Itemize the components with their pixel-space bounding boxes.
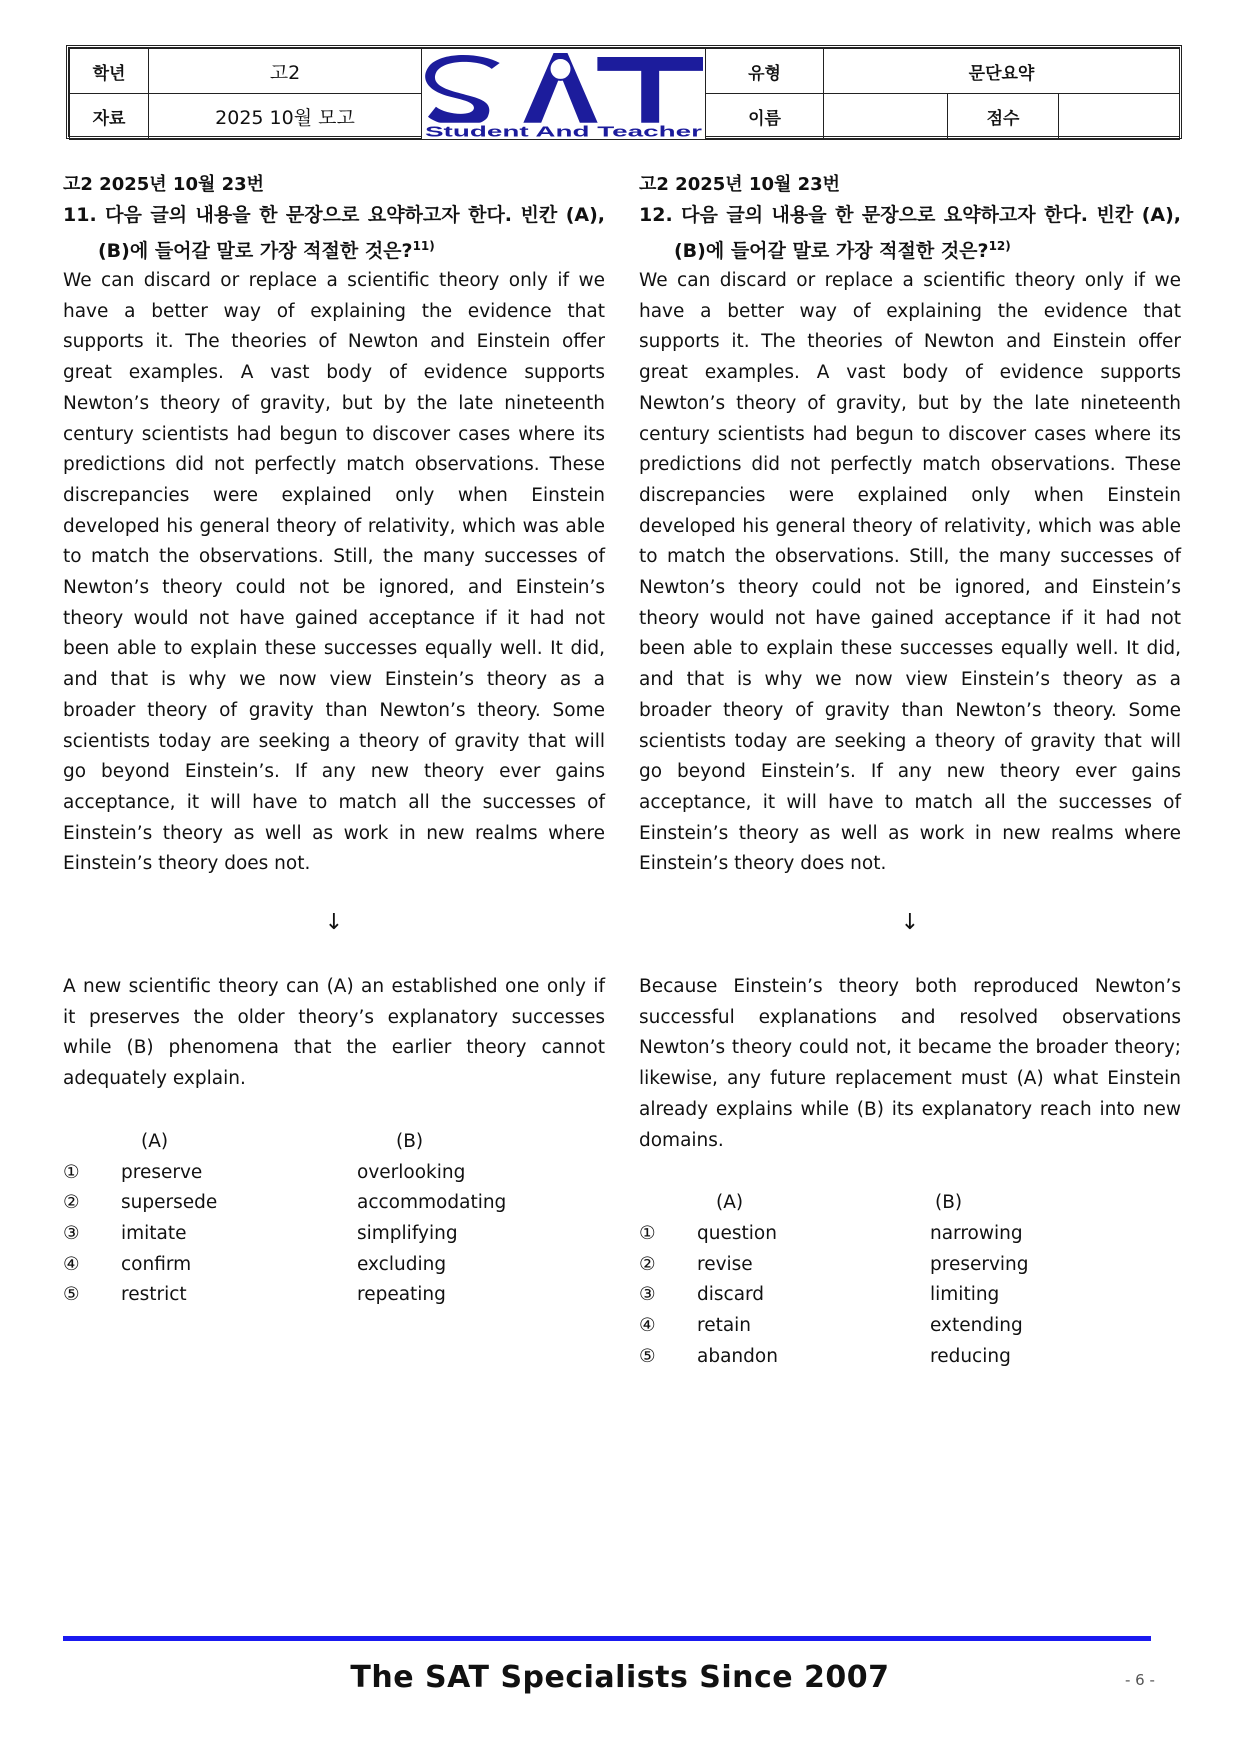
choice-number: ⑤ — [639, 1345, 656, 1367]
type-label: 유형 — [706, 49, 824, 94]
choice-number: ⑤ — [63, 1284, 80, 1306]
choice-a: imitate — [121, 1222, 187, 1244]
choice-b: overlooking — [357, 1161, 466, 1183]
choice-a: supersede — [121, 1192, 218, 1214]
question-source: 고2 2025년 10월 23번 — [639, 174, 841, 195]
footer-slogan: The SAT Specialists Since 2007 — [350, 1660, 890, 1695]
choice-b: reducing — [930, 1345, 1011, 1367]
score-field[interactable] — [1059, 94, 1180, 139]
choice-a: retain — [697, 1315, 752, 1337]
grade-label: 학년 — [70, 49, 149, 94]
column-b-header: (B) — [935, 1192, 963, 1214]
material-label: 자료 — [70, 94, 149, 139]
choice-4[interactable] — [63, 1250, 605, 1281]
choice-a: restrict — [121, 1284, 187, 1306]
choice-a: question — [697, 1222, 777, 1244]
choice-3[interactable] — [639, 1280, 1181, 1311]
question-prompt — [639, 200, 1181, 266]
page-number: - 6 - — [1125, 1671, 1155, 1689]
down-arrow-icon: ↓ — [900, 910, 920, 936]
choice-5[interactable] — [639, 1342, 1181, 1373]
choice-2[interactable] — [63, 1188, 605, 1219]
choice-4[interactable] — [639, 1311, 1181, 1342]
passage: We can discard or replace a scientific theory only if we have a better way of explaining the evidence that supports it. The theories of Newton and Einstein offer great examples. A vast body of evidence supports Newton’s theory of gravity, but by the late nineteenth century scientists had begun to discover cases where its predictions did not perfectly match observations. These discrepancies were explained only when Einstein developed his general theory of relativity, which was able to match the observations. Still, the many successes of Newton’s theory could not be ignored, and Einstein’s theory would not have gained acceptance if it had not been able to explain these successes equally well. It did, and that is why we now view Einstein’s theory as a broader theory of gravity than Newton’s theory. Some scientists today are seeking a theory of gravity that will go beyond Einstein’s. If any new theory ever gains acceptance, it will have to match all the successes of Einstein’s theory as well as work in new realms where Einstein’s theory does not. — [63, 270, 605, 875]
column-a-header: (A) — [141, 1130, 169, 1152]
choice-a: preserve — [121, 1161, 203, 1183]
choice-number: ④ — [639, 1315, 656, 1337]
choice-3[interactable] — [63, 1219, 605, 1250]
question-text: 11. 다음 글의 내용을 한 문장으로 요약하고자 한다. 빈칸 (A), (B)에 들어갈 말로 가장 적절한 것은? — [63, 204, 605, 262]
choice-a: confirm — [121, 1253, 192, 1275]
material-value: 2025 10월 모고 — [149, 94, 422, 139]
footnote-marker: 11) — [412, 238, 435, 253]
footnote-marker: 12) — [988, 238, 1011, 253]
choice-a: revise — [697, 1253, 753, 1275]
type-value: 문단요약 — [824, 49, 1180, 94]
choice-b: preserving — [930, 1253, 1029, 1275]
answer-choices — [639, 1188, 1181, 1372]
choice-number: ③ — [639, 1284, 656, 1306]
choice-b: excluding — [357, 1253, 447, 1275]
choice-number: ① — [639, 1222, 656, 1244]
choice-1[interactable] — [639, 1219, 1181, 1250]
question-11 — [63, 170, 605, 1311]
choice-b: narrowing — [930, 1222, 1023, 1244]
column-a-header: (A) — [716, 1192, 744, 1214]
choice-b: repeating — [357, 1284, 446, 1306]
question-source: 고2 2025년 10월 23번 — [63, 174, 265, 195]
logo-tagline: Student And Teacher — [424, 123, 703, 139]
choice-header — [63, 1127, 605, 1158]
grade-value: 고2 — [149, 49, 422, 94]
choice-2[interactable] — [639, 1250, 1181, 1281]
sat-logo-icon — [422, 49, 705, 139]
question-text: 12. 다음 글의 내용을 한 문장으로 요약하고자 한다. 빈칸 (A), (B)에 들어갈 말로 가장 적절한 것은? — [639, 204, 1181, 262]
down-arrow-icon: ↓ — [324, 910, 344, 936]
column-b-header: (B) — [396, 1130, 424, 1152]
choice-number: ④ — [63, 1253, 80, 1275]
question-prompt — [63, 200, 605, 266]
choice-number: ① — [63, 1161, 80, 1183]
summary-sentence: A new scientific theory can (A) an established one only if it preserves the older theory’s explanatory successes while (B) phenomena that the earlier theory cannot adequately explain. — [63, 976, 605, 1090]
choice-1[interactable] — [63, 1158, 605, 1189]
name-field[interactable] — [824, 94, 948, 139]
choice-header — [639, 1188, 1181, 1219]
answer-choices — [63, 1127, 605, 1311]
choice-b: limiting — [930, 1284, 1000, 1306]
passage: We can discard or replace a scientific theory only if we have a better way of explaining the evidence that supports it. The theories of Newton and Einstein offer great examples. A vast body of evidence supports Newton’s theory of gravity, but by the late nineteenth century scientists had begun to discover cases where its predictions did not perfectly match observations. These discrepancies were explained only when Einstein developed his general theory of relativity, which was able to match the observations. Still, the many successes of Newton’s theory could not be ignored, and Einstein’s theory would not have gained acceptance if it had not been able to explain these successes equally well. It did, and that is why we now view Einstein’s theory as a broader theory of gravity than Newton’s theory. Some scientists today are seeking a theory of gravity that will go beyond Einstein’s. If any new theory ever gains acceptance, it will have to match all the successes of Einstein’s theory as well as work in new realms where Einstein’s theory does not. — [639, 270, 1181, 875]
choice-a: abandon — [697, 1345, 778, 1367]
name-label: 이름 — [706, 94, 824, 139]
question-12 — [639, 170, 1181, 1372]
summary-sentence: Because Einstein’s theory both reproduced Newton’s successful explanations and resolved observations Newton’s theory could not, it became the broader theory; likewise, any future replacement must (A) what Einstein already explains while (B) its explanatory reach into new domains. — [639, 976, 1181, 1151]
logo — [422, 49, 706, 140]
choice-number: ③ — [63, 1222, 80, 1244]
choice-b: accommodating — [357, 1192, 507, 1214]
choice-b: extending — [930, 1315, 1023, 1337]
score-label: 점수 — [948, 94, 1059, 139]
choice-5[interactable] — [63, 1280, 605, 1311]
choice-b: simplifying — [357, 1222, 458, 1244]
footer-divider — [63, 1636, 1151, 1641]
choice-number: ② — [639, 1253, 656, 1275]
header-table — [66, 45, 1182, 139]
choice-number: ② — [63, 1192, 80, 1214]
choice-a: discard — [697, 1284, 765, 1306]
